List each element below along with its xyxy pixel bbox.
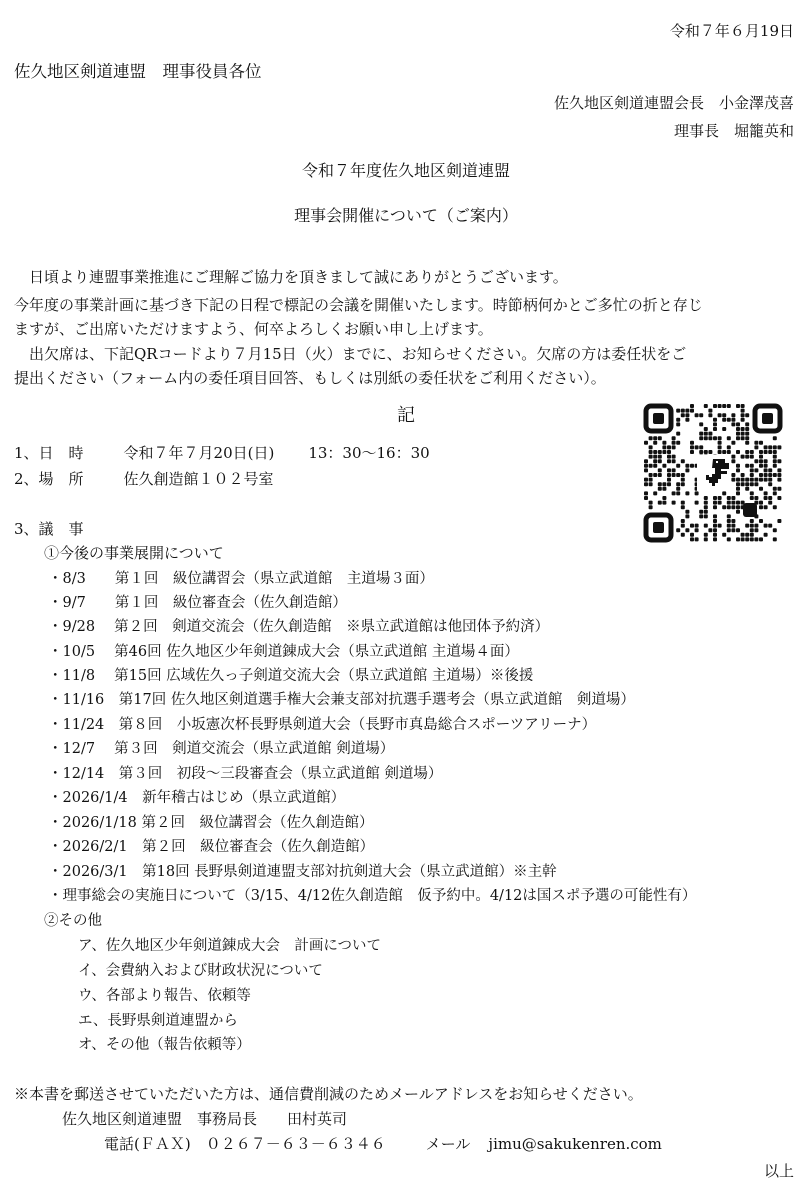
- section-1-heading: ①今後の事業展開について: [44, 544, 224, 562]
- date-label: 1、日 時: [14, 444, 84, 462]
- schedule-item: ・2026/3/1 第18回 長野県剣道連盟支部対抗剣道大会（県立武道館）※主幹: [48, 864, 557, 880]
- schedule-item: ・12/7 第３回 剣道交流会（県立武道館 剣道場）: [48, 741, 395, 757]
- schedule-item: ・11/8 第15回 広域佐久っ子剣道交流大会（県立武道館 主道場）※後援: [48, 668, 534, 684]
- body-line-4: 出欠席は、下記QRコードより７月15日（火）までに、お知らせください。欠席の方は委任状をご: [14, 345, 687, 363]
- schedule-item: ・11/24 第８回 小坂憲次杯長野県剣道大会（長野市真島総合スポーツアリーナ）: [48, 717, 597, 733]
- phone-fax: 電話(ＦＡＸ) ０２６７－６３－６３４６: [104, 1135, 386, 1153]
- body-line-1: 日頃より連盟事業推進にご理解ご協力を頂きまして誠にありがとうございます。: [14, 268, 568, 286]
- body-line-3: ますが、ご出席いただけますよう、何卒よろしくお願い申し上げます。: [14, 320, 493, 338]
- body-line-2: 今年度の事業計画に基づき下記の日程で標記の会議を開催いたします。時節柄何かとご多忙の折と存じ: [14, 296, 703, 314]
- qr-code-icon[interactable]: [643, 403, 783, 543]
- place-label: 2、場 所: [14, 470, 84, 488]
- schedule-item: ・2026/1/18 第２回 級位講習会（佐久創造館）: [48, 815, 374, 831]
- sender-chairman: 佐久地区剣道連盟会長 小金澤茂喜: [553, 94, 794, 112]
- schedule-item: ・9/7 第１回 級位審査会（佐久創造館）: [48, 595, 347, 611]
- office-contact: 佐久地区剣道連盟 事務局長 田村英司: [62, 1110, 348, 1128]
- title-line-1: 令和７年度佐久地区剣道連盟: [301, 161, 510, 180]
- meeting-date-row: [14, 442, 430, 463]
- schedule-item: ・2026/1/4 新年稽古はじめ（県立武道館）: [48, 790, 346, 806]
- mail-notice: ※本書を郵送させていただいた方は、通信費削減のためメールアドレスをお知らせください。: [14, 1085, 643, 1103]
- ki-heading: 記: [397, 405, 415, 426]
- contact-line: [104, 1133, 662, 1154]
- document-date: 令和７年６月19日: [669, 22, 794, 40]
- place-value: 佐久創造館１０２号室: [123, 470, 274, 488]
- other-item: ウ、各部より報告、依頼等: [78, 988, 251, 1004]
- closing-mark: 以上: [763, 1162, 794, 1180]
- schedule-item: ・11/16 第17回 佐久地区剣道選手権大会兼支部対抗選手選考会（県立武道館 剣道場）: [48, 692, 635, 708]
- addressee: 佐久地区剣道連盟 理事役員各位: [14, 62, 262, 81]
- date-value: 令和７年７月20日(日): [123, 444, 275, 462]
- schedule-item: ・9/28 第２回 剣道交流会（佐久創造館 ※県立武道館は他団体予約済）: [48, 619, 550, 635]
- title-line-2: 理事会開催について（ご案内）: [294, 206, 518, 225]
- schedule-item: ・8/3 第１回 級位講習会（県立武道館 主道場３面）: [48, 571, 434, 587]
- schedule-item: ・12/14 第３回 初段〜三段審査会（県立武道館 剣道場）: [48, 766, 443, 782]
- other-item: ア、佐久地区少年剣道錬成大会 計画について: [78, 938, 382, 954]
- meeting-place-row: [14, 468, 274, 489]
- dinosaur-icon: [697, 455, 731, 491]
- sender-director: 理事長 堀籠英和: [673, 122, 794, 140]
- time-value: 13：30〜16：30: [308, 444, 430, 462]
- body-line-5: 提出ください（フォーム内の委任項目回答、もしくは別紙の委任状をご利用ください）。: [14, 369, 606, 387]
- agenda-label: 3、議 事: [14, 520, 84, 538]
- other-item: オ、その他（報告依頼等）: [78, 1037, 251, 1053]
- schedule-item: ・理事総会の実施日について（3/15、4/12佐久創造館 仮予約中。4/12は国スポ予選の可能性有）: [48, 888, 697, 904]
- mail-label: メール: [425, 1135, 471, 1153]
- mail-address-link[interactable]: jimu@sakukenren.com: [488, 1135, 662, 1153]
- other-item: イ、会費納入および財政状況について: [78, 963, 323, 979]
- section-2-heading: ②その他: [44, 913, 102, 929]
- other-item: エ、長野県剣道連盟から: [78, 1013, 238, 1029]
- schedule-item: ・2026/2/1 第２回 級位審査会（佐久創造館）: [48, 839, 375, 855]
- schedule-item: ・10/5 第46回 佐久地区少年剣道錬成大会（県立武道館 主道場４面）: [48, 644, 519, 660]
